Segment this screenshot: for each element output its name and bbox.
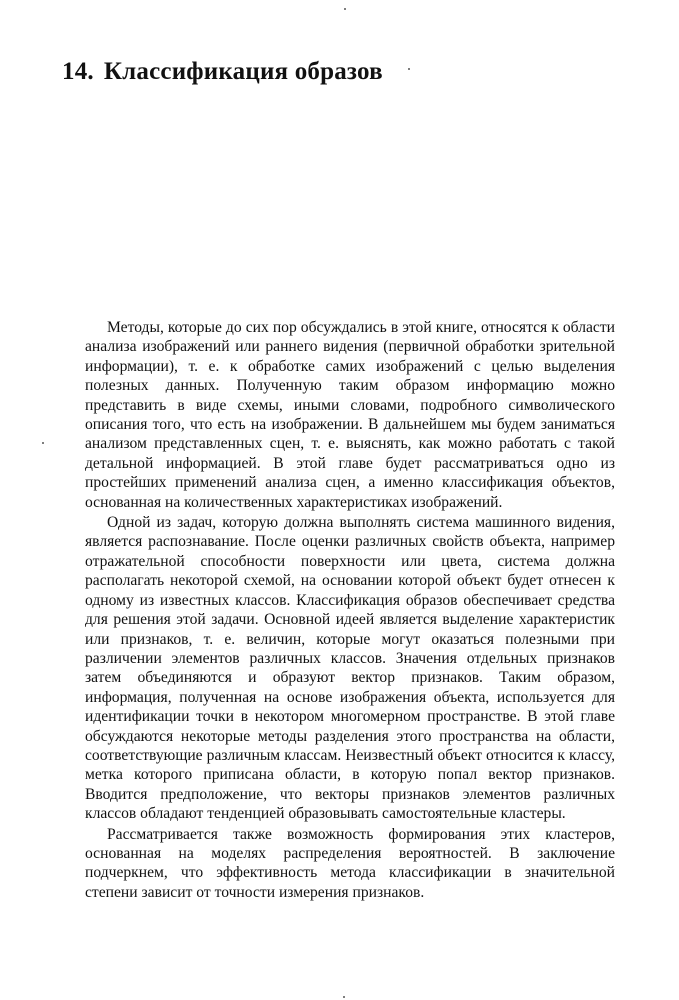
paragraph (85, 513, 615, 824)
chapter-title: Классификация образов (103, 58, 383, 85)
scan-speck (408, 68, 410, 70)
paragraph-text: Рассматривается также возможность формирования этих кластеров, основанная на моделях распределения вероятностей. В заключение подчеркнем, что эффективность метода классификации в значительной степени зависит от точности измерения признаков. (85, 825, 615, 901)
body-text (85, 318, 615, 902)
paragraph-text: Одной из задач, которую должна выполнять система машинного видения, является распознавание. После оценки различных свойств объекта, например отражательной способности поверхности или цвета, система должна располагать некоторой схемой, на основании которой объект будет отнесен к одному из известных классов. Классификация образов обеспечивает средства для решения этой задачи. Основной идеей является выделение характеристик или признаков, т. е. величин, которые могут оказаться полезными при различении элементов различных классов. Значения отдельных признаков затем объединяются и образуют вектор признаков. Таким образом, информация, полученная на основе изображения объекта, используется для идентификации точки в некотором многомерном пространстве. В этой главе обсуждаются некоторые методы разделения этого пространства на области, соответствующие различным классам. Неизвестный объект относится к классу, метка которого приписана области, в которую попал вектор признаков. Вводится предположение, что векторы признаков элементов различных классов обладают тенденцией образовывать самостоятельные кластеры. (85, 514, 615, 823)
paragraph-text: Методы, которые до сих пор обсуждались в этой книге, относятся к области анализа изображений или раннего видения (первичной обработки зрительной информации), т. е. к обработке самих изображений с целью выделения полезных данных. Полученную таким образом информацию можно представить в виде схемы, иными словами, подробного символического описания того, что есть на изображении. В дальнейшем мы будем заниматься анализом представленных сцен, т. е. выяснять, как можно работать с такой детальной информацией. В этой главе будет рассматриваться одно из простейших применений анализа сцен, а именно классификация объектов, основанная на количественных характеристиках изображений. (85, 319, 615, 511)
paragraph (85, 318, 615, 512)
scan-speck (42, 442, 44, 444)
scan-speck (343, 996, 345, 998)
scan-speck (344, 8, 346, 10)
paragraph (85, 825, 615, 903)
chapter-number: 14. (62, 58, 94, 85)
chapter-heading (62, 56, 383, 88)
